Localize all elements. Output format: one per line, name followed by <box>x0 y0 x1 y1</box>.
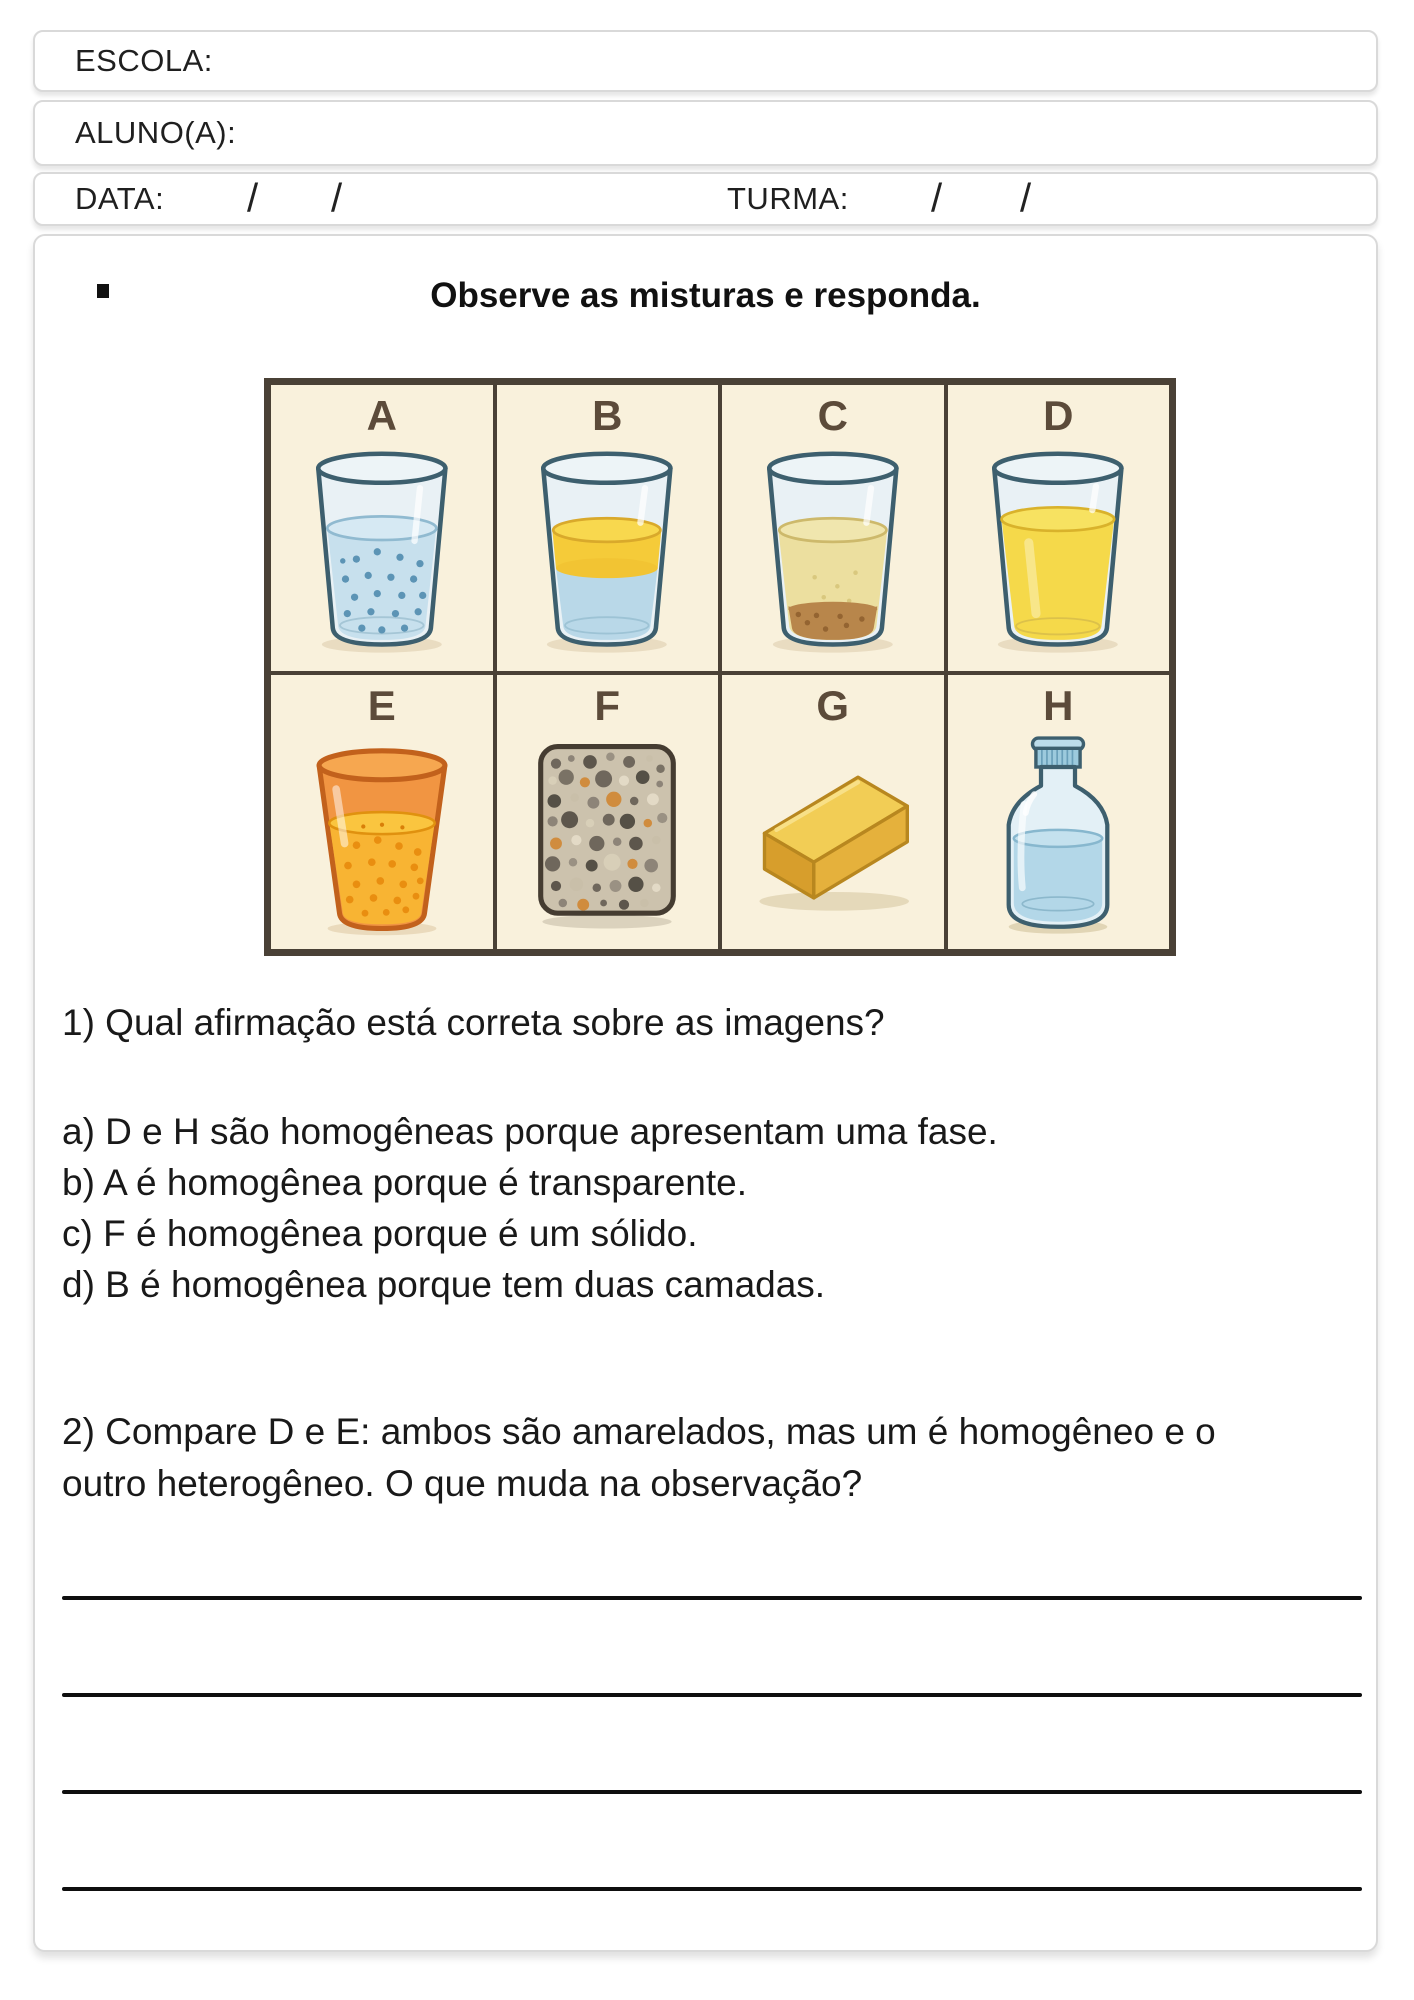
list-bullet <box>97 284 109 298</box>
glass-water-particles-illustration <box>291 441 473 659</box>
aluno-label: ALUNO(A): <box>75 115 237 150</box>
orange-juice-cup-illustration <box>297 733 467 937</box>
answer-line <box>62 1887 1362 1891</box>
figure-cell-e <box>269 673 495 951</box>
figure-cell-h <box>946 673 1172 951</box>
worksheet-card <box>33 234 1378 1952</box>
title-row <box>35 276 1376 322</box>
cell-letter: C <box>817 392 848 439</box>
escola-label: ESCOLA: <box>75 43 213 78</box>
cell-letter: F <box>594 682 621 729</box>
date-slash-2: / <box>331 176 343 221</box>
cell-letter: G <box>816 682 850 729</box>
question-1-option-a: a) D e H são homogêneas porque apresentam uma fase. <box>62 1111 998 1152</box>
data-label: DATA: <box>75 181 165 216</box>
question-2-text: 2) Compare D e E: ambos são amarelados, mas um é homogêneo e o outro heterogêneo. O que muda na observação? <box>62 1411 1216 1504</box>
answer-line <box>62 1693 1362 1697</box>
question-1-option-c: c) F é homogênea porque é um sólido. <box>62 1213 698 1254</box>
figure-cell-f <box>495 673 721 951</box>
worksheet-title: Observe as misturas e responda. <box>430 276 981 315</box>
water-bottle-illustration <box>973 733 1143 937</box>
question-1-option-d: d) B é homogênea porque tem duas camadas. <box>62 1264 826 1305</box>
figure-row-1 <box>269 383 1171 673</box>
cell-letter: E <box>367 682 396 729</box>
gold-bar-illustration <box>739 733 926 937</box>
class-slash-1: / <box>931 176 943 221</box>
cell-letter: D <box>1043 392 1074 439</box>
answer-line <box>62 1790 1362 1794</box>
glass-yellow-liquid-illustration <box>967 441 1149 659</box>
date-slash-1: / <box>247 176 259 221</box>
question-1-text: 1) Qual afirmação está correta sobre as imagens? <box>62 1002 885 1043</box>
granite-stone-illustration <box>522 733 692 937</box>
data-turma-field <box>33 172 1378 226</box>
figure-cell-c <box>720 383 946 673</box>
cell-letter: H <box>1043 682 1074 729</box>
answer-line <box>62 1596 1362 1600</box>
figure-cell-g <box>720 673 946 951</box>
escola-field <box>33 30 1378 92</box>
glass-oil-water-illustration <box>516 441 698 659</box>
figure-cell-d <box>946 383 1172 673</box>
cell-letter: B <box>592 392 623 439</box>
class-slash-2: / <box>1020 176 1032 221</box>
aluno-field <box>33 100 1378 166</box>
mixtures-figure <box>264 378 1176 956</box>
figure-cell-a <box>269 383 495 673</box>
figure-row-2 <box>269 673 1171 951</box>
figure-cell-b <box>495 383 721 673</box>
question-1-option-b: b) A é homogênea porque é transparente. <box>62 1162 748 1203</box>
glass-sediment-illustration <box>742 441 924 659</box>
question-1-options <box>62 1106 1349 1310</box>
cell-letter: A <box>366 392 397 439</box>
answer-lines <box>62 1596 1376 1891</box>
turma-label: TURMA: <box>727 181 849 216</box>
